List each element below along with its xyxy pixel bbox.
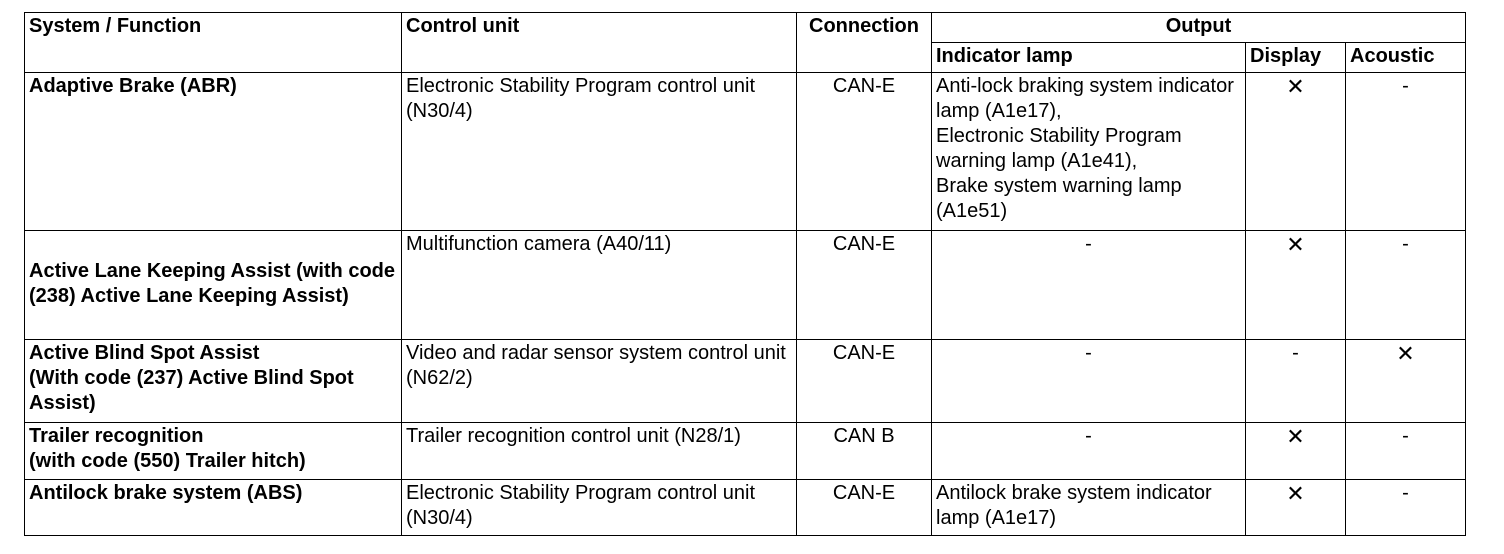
control-unit-cell: Electronic Stability Program control unit (N30/4) xyxy=(402,73,797,231)
table-row-antilock-brake-system xyxy=(25,480,1466,536)
header-output: Output xyxy=(932,13,1466,43)
indicator-lamp-cell: - xyxy=(932,423,1246,480)
display-cell: - xyxy=(1246,340,1346,423)
display-cell: ✕ xyxy=(1246,231,1346,340)
display-cell: ✕ xyxy=(1246,480,1346,536)
indicator-lamp-cell: - xyxy=(932,340,1246,423)
acoustic-cell: ✕ xyxy=(1346,340,1466,423)
control-unit-cell: Video and radar sensor system control unit (N62/2) xyxy=(402,340,797,423)
system-cell: Adaptive Brake (ABR) xyxy=(25,73,402,231)
header-system-function: System / Function xyxy=(25,13,402,73)
table-row-adaptive-brake xyxy=(25,73,1466,231)
acoustic-cell: - xyxy=(1346,231,1466,340)
system-cell: Trailer recognition (with code (550) Trailer hitch) xyxy=(25,423,402,480)
header-acoustic: Acoustic xyxy=(1346,43,1466,73)
system-function-table xyxy=(24,12,1466,536)
control-unit-cell: Electronic Stability Program control unit (N30/4) xyxy=(402,480,797,536)
control-unit-cell: Trailer recognition control unit (N28/1) xyxy=(402,423,797,480)
acoustic-cell: - xyxy=(1346,480,1466,536)
connection-cell: CAN-E xyxy=(797,480,932,536)
indicator-lamp-cell: Anti-lock braking system indicator lamp (A1e17), Electronic Stability Program warning lamp (A1e41), Brake system warning lamp (A1e51) xyxy=(932,73,1246,231)
system-cell: Antilock brake system (ABS) xyxy=(25,480,402,536)
system-cell: Active Lane Keeping Assist (with code (238) Active Lane Keeping Assist) xyxy=(25,231,402,340)
header-control-unit: Control unit xyxy=(402,13,797,73)
header-display: Display xyxy=(1246,43,1346,73)
connection-cell: CAN B xyxy=(797,423,932,480)
display-cell: ✕ xyxy=(1246,423,1346,480)
table-row-trailer-recognition xyxy=(25,423,1466,480)
connection-cell: CAN-E xyxy=(797,73,932,231)
indicator-lamp-cell: Antilock brake system indicator lamp (A1e17) xyxy=(932,480,1246,536)
display-cell: ✕ xyxy=(1246,73,1346,231)
header-connection: Connection xyxy=(797,13,932,73)
indicator-lamp-cell: - xyxy=(932,231,1246,340)
acoustic-cell: - xyxy=(1346,73,1466,231)
header-indicator-lamp: Indicator lamp xyxy=(932,43,1246,73)
table-row-active-blind-spot xyxy=(25,340,1466,423)
table-row-active-lane-keeping xyxy=(25,231,1466,340)
connection-cell: CAN-E xyxy=(797,340,932,423)
connection-cell: CAN-E xyxy=(797,231,932,340)
control-unit-cell: Multifunction camera (A40/11) xyxy=(402,231,797,340)
acoustic-cell: - xyxy=(1346,423,1466,480)
system-cell: Active Blind Spot Assist (With code (237) Active Blind Spot Assist) xyxy=(25,340,402,423)
